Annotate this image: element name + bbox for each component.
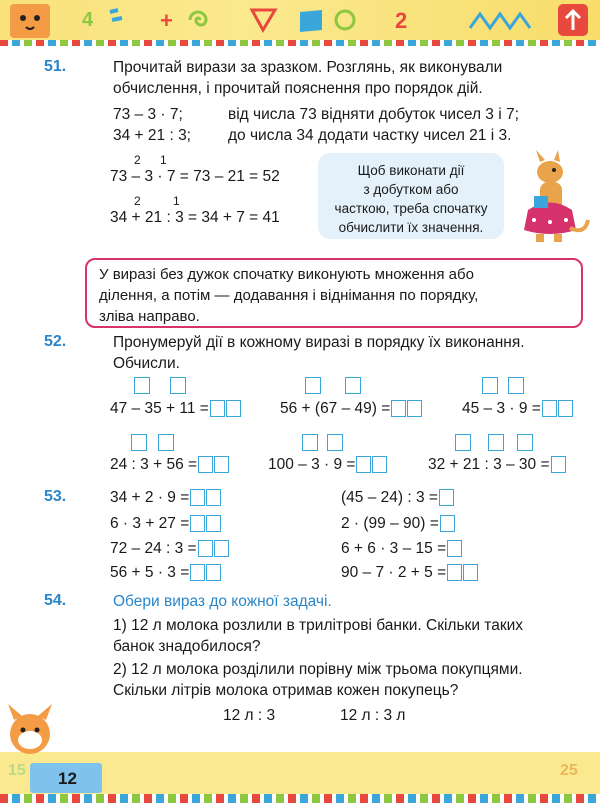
answer-box[interactable]	[447, 564, 462, 581]
expression	[110, 563, 221, 583]
rule-line: ділення, а потім — додавання і віднімання по порядку,	[99, 287, 479, 304]
answer-box[interactable]	[206, 515, 221, 532]
order-box[interactable]	[170, 377, 186, 394]
expression	[280, 399, 422, 419]
example-explanation: до числа 34 додати частку чисел 21 і 3.	[228, 127, 512, 144]
order-box[interactable]	[327, 434, 343, 451]
example-expression: 73 – 3 · 7;	[113, 106, 183, 123]
expression-text: 56 + (67 – 49) =	[280, 400, 391, 417]
answer-box[interactable]	[551, 456, 566, 473]
answer-box[interactable]	[440, 515, 455, 532]
expression-option[interactable]: 12 л : 3	[223, 707, 276, 724]
expression-text: 72 – 24 : 3 =	[110, 540, 197, 557]
expression	[341, 514, 455, 534]
expression-text: 32 + 21 : 3 – 30 =	[428, 456, 550, 473]
expression-text: 56 + 5 · 3 =	[110, 564, 190, 581]
problem-text: 2) 12 л молока розділили порівну між трьома покупцями.	[113, 661, 523, 678]
expression	[341, 488, 454, 508]
rule-line: зліва направо.	[99, 308, 200, 325]
footer-stripe	[0, 794, 600, 803]
answer-box[interactable]	[463, 564, 478, 581]
answer-box[interactable]	[190, 515, 205, 532]
expression-text: 24 : 3 + 56 =	[110, 456, 198, 473]
footer-deco-number: 25	[560, 762, 578, 779]
fox-mascot-icon	[2, 700, 62, 760]
worked-calculation: 73 – 3 · 7 = 73 – 21 = 52	[110, 168, 280, 185]
answer-box[interactable]	[214, 540, 229, 557]
order-box[interactable]	[345, 377, 361, 394]
answer-box[interactable]	[190, 564, 205, 581]
cat-face-icon	[10, 4, 50, 38]
rule-box	[85, 258, 583, 328]
exercise-number: 53.	[44, 488, 67, 505]
order-box[interactable]	[131, 434, 147, 451]
answer-box[interactable]	[372, 456, 387, 473]
order-box[interactable]	[517, 434, 533, 451]
expression-text: (45 – 24) : 3 =	[341, 489, 438, 506]
expression	[110, 539, 229, 559]
answer-box[interactable]	[206, 564, 221, 581]
plus-icon: +	[160, 8, 173, 33]
zigzag-icon	[470, 14, 530, 28]
instruction-text: обчислення, і прочитай пояснення про порядок дій.	[113, 80, 483, 97]
answer-box[interactable]	[206, 489, 221, 506]
expression-text: 47 – 35 + 11 =	[110, 400, 209, 417]
exercise-number: 52.	[44, 333, 67, 350]
square-icon	[300, 10, 322, 32]
expression-text: 45 – 3 · 9 =	[462, 400, 541, 417]
expression	[462, 399, 573, 419]
header-decor	[0, 0, 600, 40]
instruction-text: Обери вираз до кожної задачі.	[113, 593, 332, 610]
order-mark: 1	[173, 194, 180, 208]
exercise-number: 54.	[44, 592, 67, 609]
circle-icon	[336, 11, 354, 29]
order-box[interactable]	[134, 377, 150, 394]
problem-text: 1) 12 л молока розлили в трилітрові банки. Скільки таких	[113, 617, 524, 634]
spiral-icon	[190, 12, 206, 25]
answer-box[interactable]	[439, 489, 454, 506]
order-mark: 2	[134, 153, 141, 167]
order-box[interactable]	[455, 434, 471, 451]
instruction-text: Прочитай вирази за зразком. Розглянь, як виконували	[113, 59, 503, 76]
answer-box[interactable]	[447, 540, 462, 557]
instruction-text: Обчисли.	[113, 355, 180, 372]
kangaroo-icon	[510, 150, 590, 245]
footer-deco-number: 15	[8, 762, 26, 779]
order-box[interactable]	[302, 434, 318, 451]
expression	[428, 455, 566, 475]
answer-box[interactable]	[198, 540, 213, 557]
instruction-text: Пронумеруй дії в кожному виразі в порядку їх виконання.	[113, 334, 525, 351]
answer-box[interactable]	[558, 400, 573, 417]
answer-box[interactable]	[226, 400, 241, 417]
hint-line: Щоб виконати дії	[357, 163, 465, 178]
triangle-icon	[252, 10, 275, 30]
answer-box[interactable]	[190, 489, 205, 506]
answer-box[interactable]	[356, 456, 371, 473]
header-stripe	[0, 40, 600, 46]
expression	[110, 488, 221, 508]
rule-line: У виразі без дужок спочатку виконують множення або	[99, 266, 474, 283]
hint-line: обчислити їх значення.	[338, 220, 484, 235]
answer-box[interactable]	[391, 400, 406, 417]
order-box[interactable]	[508, 377, 524, 394]
expression-option[interactable]: 12 л : 3 л	[340, 707, 406, 724]
order-mark: 1	[160, 153, 167, 167]
order-mark: 2	[134, 194, 141, 208]
worked-calculation: 34 + 21 : 3 = 34 + 7 = 41	[110, 209, 280, 226]
example-expression: 34 + 21 : 3;	[113, 127, 191, 144]
example-explanation: від числа 73 відняти добуток чисел 3 і 7;	[228, 106, 519, 123]
expression-text: 90 – 7 · 2 + 5 =	[341, 564, 447, 581]
hint-line: з добутком або	[363, 182, 459, 197]
problem-text: банок знадобилося?	[113, 638, 261, 655]
order-box[interactable]	[158, 434, 174, 451]
problem-text: Скільки літрів молока отримав кожен покупець?	[113, 682, 459, 699]
expression	[268, 455, 387, 475]
expression-text: 6 + 6 · 3 – 15 =	[341, 540, 447, 557]
answer-box[interactable]	[407, 400, 422, 417]
svg-text:2: 2	[395, 8, 408, 33]
hint-line: часткою, треба спочатку	[334, 201, 488, 216]
answer-box[interactable]	[210, 400, 225, 417]
sparkle-icon: 4	[82, 9, 94, 31]
expression	[341, 539, 462, 559]
expression	[341, 563, 478, 583]
order-box[interactable]	[305, 377, 321, 394]
expression-text: 6 · 3 + 27 =	[110, 515, 190, 532]
expression-text: 34 + 2 · 9 =	[110, 489, 190, 506]
answer-box[interactable]	[214, 456, 229, 473]
expression	[110, 399, 241, 419]
exercise-number: 51.	[44, 58, 67, 75]
order-box[interactable]	[488, 434, 504, 451]
expression	[110, 514, 221, 534]
answer-box[interactable]	[198, 456, 213, 473]
page-number: 12	[58, 769, 77, 788]
answer-box[interactable]	[542, 400, 557, 417]
order-box[interactable]	[482, 377, 498, 394]
expression-text: 100 – 3 · 9 =	[268, 456, 356, 473]
expression	[110, 455, 229, 475]
hint-bubble	[318, 153, 504, 239]
expression-text: 2 · (99 – 90) =	[341, 515, 439, 532]
